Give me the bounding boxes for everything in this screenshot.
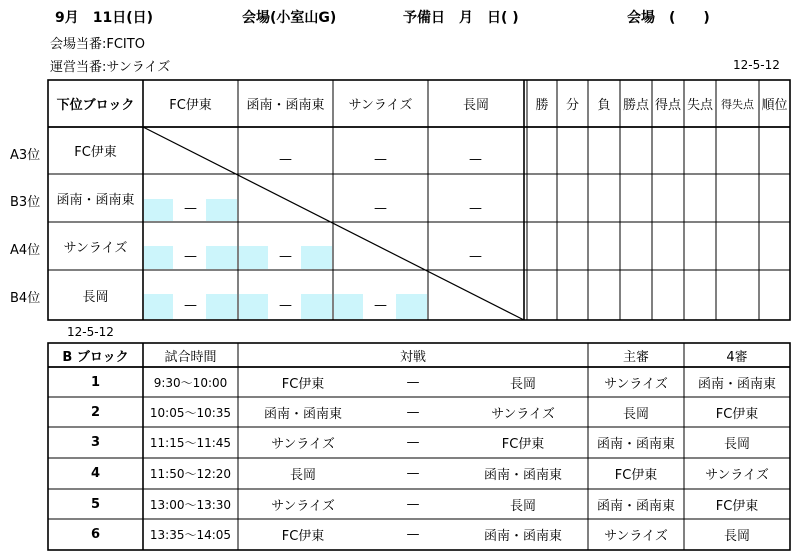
away-team: FC伊東 [501, 437, 545, 452]
referee: サンライズ [604, 376, 668, 392]
schedule-header-referee: 主審 [622, 349, 649, 365]
stat-header-draws: 分 [565, 98, 579, 113]
home-team: FC伊東 [281, 376, 325, 392]
result-dash: — [279, 249, 292, 264]
vs-dash: — [406, 466, 420, 481]
result-dash: — [279, 298, 292, 313]
match-time: 11:15〜11:45 [149, 436, 232, 450]
vs-dash: — [406, 404, 420, 420]
venue-label: 会場(小室山G) [242, 10, 337, 26]
match-time: 13:35〜14:05 [149, 528, 232, 542]
team-col-header: サンライズ [348, 98, 413, 113]
team-row-header: サンライズ [63, 240, 128, 256]
team-row-header: FC伊東 [74, 145, 117, 160]
referee: 函南・函南東 [596, 437, 675, 452]
away-team: 長岡 [509, 498, 536, 514]
referee: 函南・函南東 [596, 498, 675, 514]
stat-header-goals-against: 失点 [686, 98, 713, 113]
home-team: FC伊東 [281, 529, 325, 544]
match-time: 9:30〜10:00 [153, 375, 228, 390]
result-dash: — [469, 249, 482, 264]
referee: FC伊東 [614, 468, 658, 483]
schedule-header-block: B ブロック [62, 349, 129, 365]
team-col-header: 長岡 [462, 98, 489, 113]
vs-dash: — [406, 527, 420, 542]
match-time: 10:05〜10:35 [149, 405, 232, 420]
vs-dash: — [406, 435, 420, 450]
match-date: 9月 11日(日) [55, 10, 154, 26]
seed-label: B4位 [10, 291, 41, 306]
match-number: 4 [90, 466, 101, 481]
stat-header-wins: 勝 [535, 98, 549, 113]
result-dash: — [184, 298, 197, 313]
team-row-header: 長岡 [82, 289, 109, 305]
away-team: サンライズ [491, 406, 555, 422]
fourth-official: 長岡 [723, 529, 750, 544]
stat-header-goals-for: 得点 [654, 98, 681, 113]
venue-duty: 会場当番:FCITO [50, 37, 145, 52]
match-number: 5 [90, 496, 101, 512]
fourth-official: 函南・函南東 [697, 376, 776, 392]
home-team: サンライズ [271, 437, 335, 452]
team-row-header: 函南・函南東 [56, 192, 135, 208]
home-team: 長岡 [289, 468, 316, 483]
stat-header-rank: 順位 [761, 98, 788, 113]
away-team: 長岡 [509, 376, 536, 392]
vs-dash: — [406, 374, 420, 390]
venue2-label: 会場 ( ) [627, 10, 710, 26]
fourth-official: FC伊東 [715, 406, 759, 422]
referee: サンライズ [604, 529, 668, 544]
reserve-day-label: 予備日 月 日( ) [403, 10, 519, 26]
result-dash: — [184, 201, 197, 216]
result-dash: — [469, 152, 482, 167]
vs-dash: — [406, 496, 420, 512]
result-dash: — [374, 201, 387, 216]
stat-header-goal-diff: 得失点 [721, 97, 754, 111]
stat-header-losses: 負 [597, 98, 611, 113]
result-dash: — [374, 152, 387, 167]
match-number: 3 [90, 435, 101, 450]
team-col-header: 函南・函南東 [246, 98, 325, 113]
seed-label: A4位 [10, 243, 41, 258]
away-team: 函南・函南東 [483, 529, 562, 544]
team-col-header: FC伊東 [169, 98, 212, 113]
schedule-header-match: 対戦 [399, 349, 426, 365]
result-dash: — [184, 249, 197, 264]
match-time: 13:00〜13:30 [149, 497, 232, 512]
schedule-header-time: 試合時間 [164, 349, 217, 365]
result-dash: — [374, 298, 387, 313]
fourth-official: サンライズ [705, 468, 769, 483]
ops-duty: 運営当番:サンライズ [50, 60, 171, 75]
seed-label: B3位 [10, 195, 41, 210]
home-team: サンライズ [271, 498, 335, 514]
schedule-date: 12-5-12 [67, 325, 114, 339]
match-time: 11:50〜12:20 [149, 467, 232, 481]
match-number: 6 [90, 527, 101, 542]
stat-header-points: 勝点 [622, 98, 649, 113]
result-dash: — [469, 201, 482, 216]
match-number: 2 [90, 404, 101, 420]
referee: 長岡 [622, 406, 649, 422]
home-team: 函南・函南東 [263, 406, 342, 422]
league-corner-header: 下位ブロック [56, 98, 135, 113]
schedule-header-fourth: 4審 [726, 349, 748, 365]
away-team: 函南・函南東 [483, 468, 562, 483]
document-date: 12-5-12 [733, 58, 780, 72]
match-number: 1 [90, 374, 101, 390]
fourth-official: 長岡 [723, 437, 750, 452]
seed-label: A3位 [10, 148, 41, 163]
fourth-official: FC伊東 [715, 498, 759, 514]
result-dash: — [279, 152, 292, 167]
